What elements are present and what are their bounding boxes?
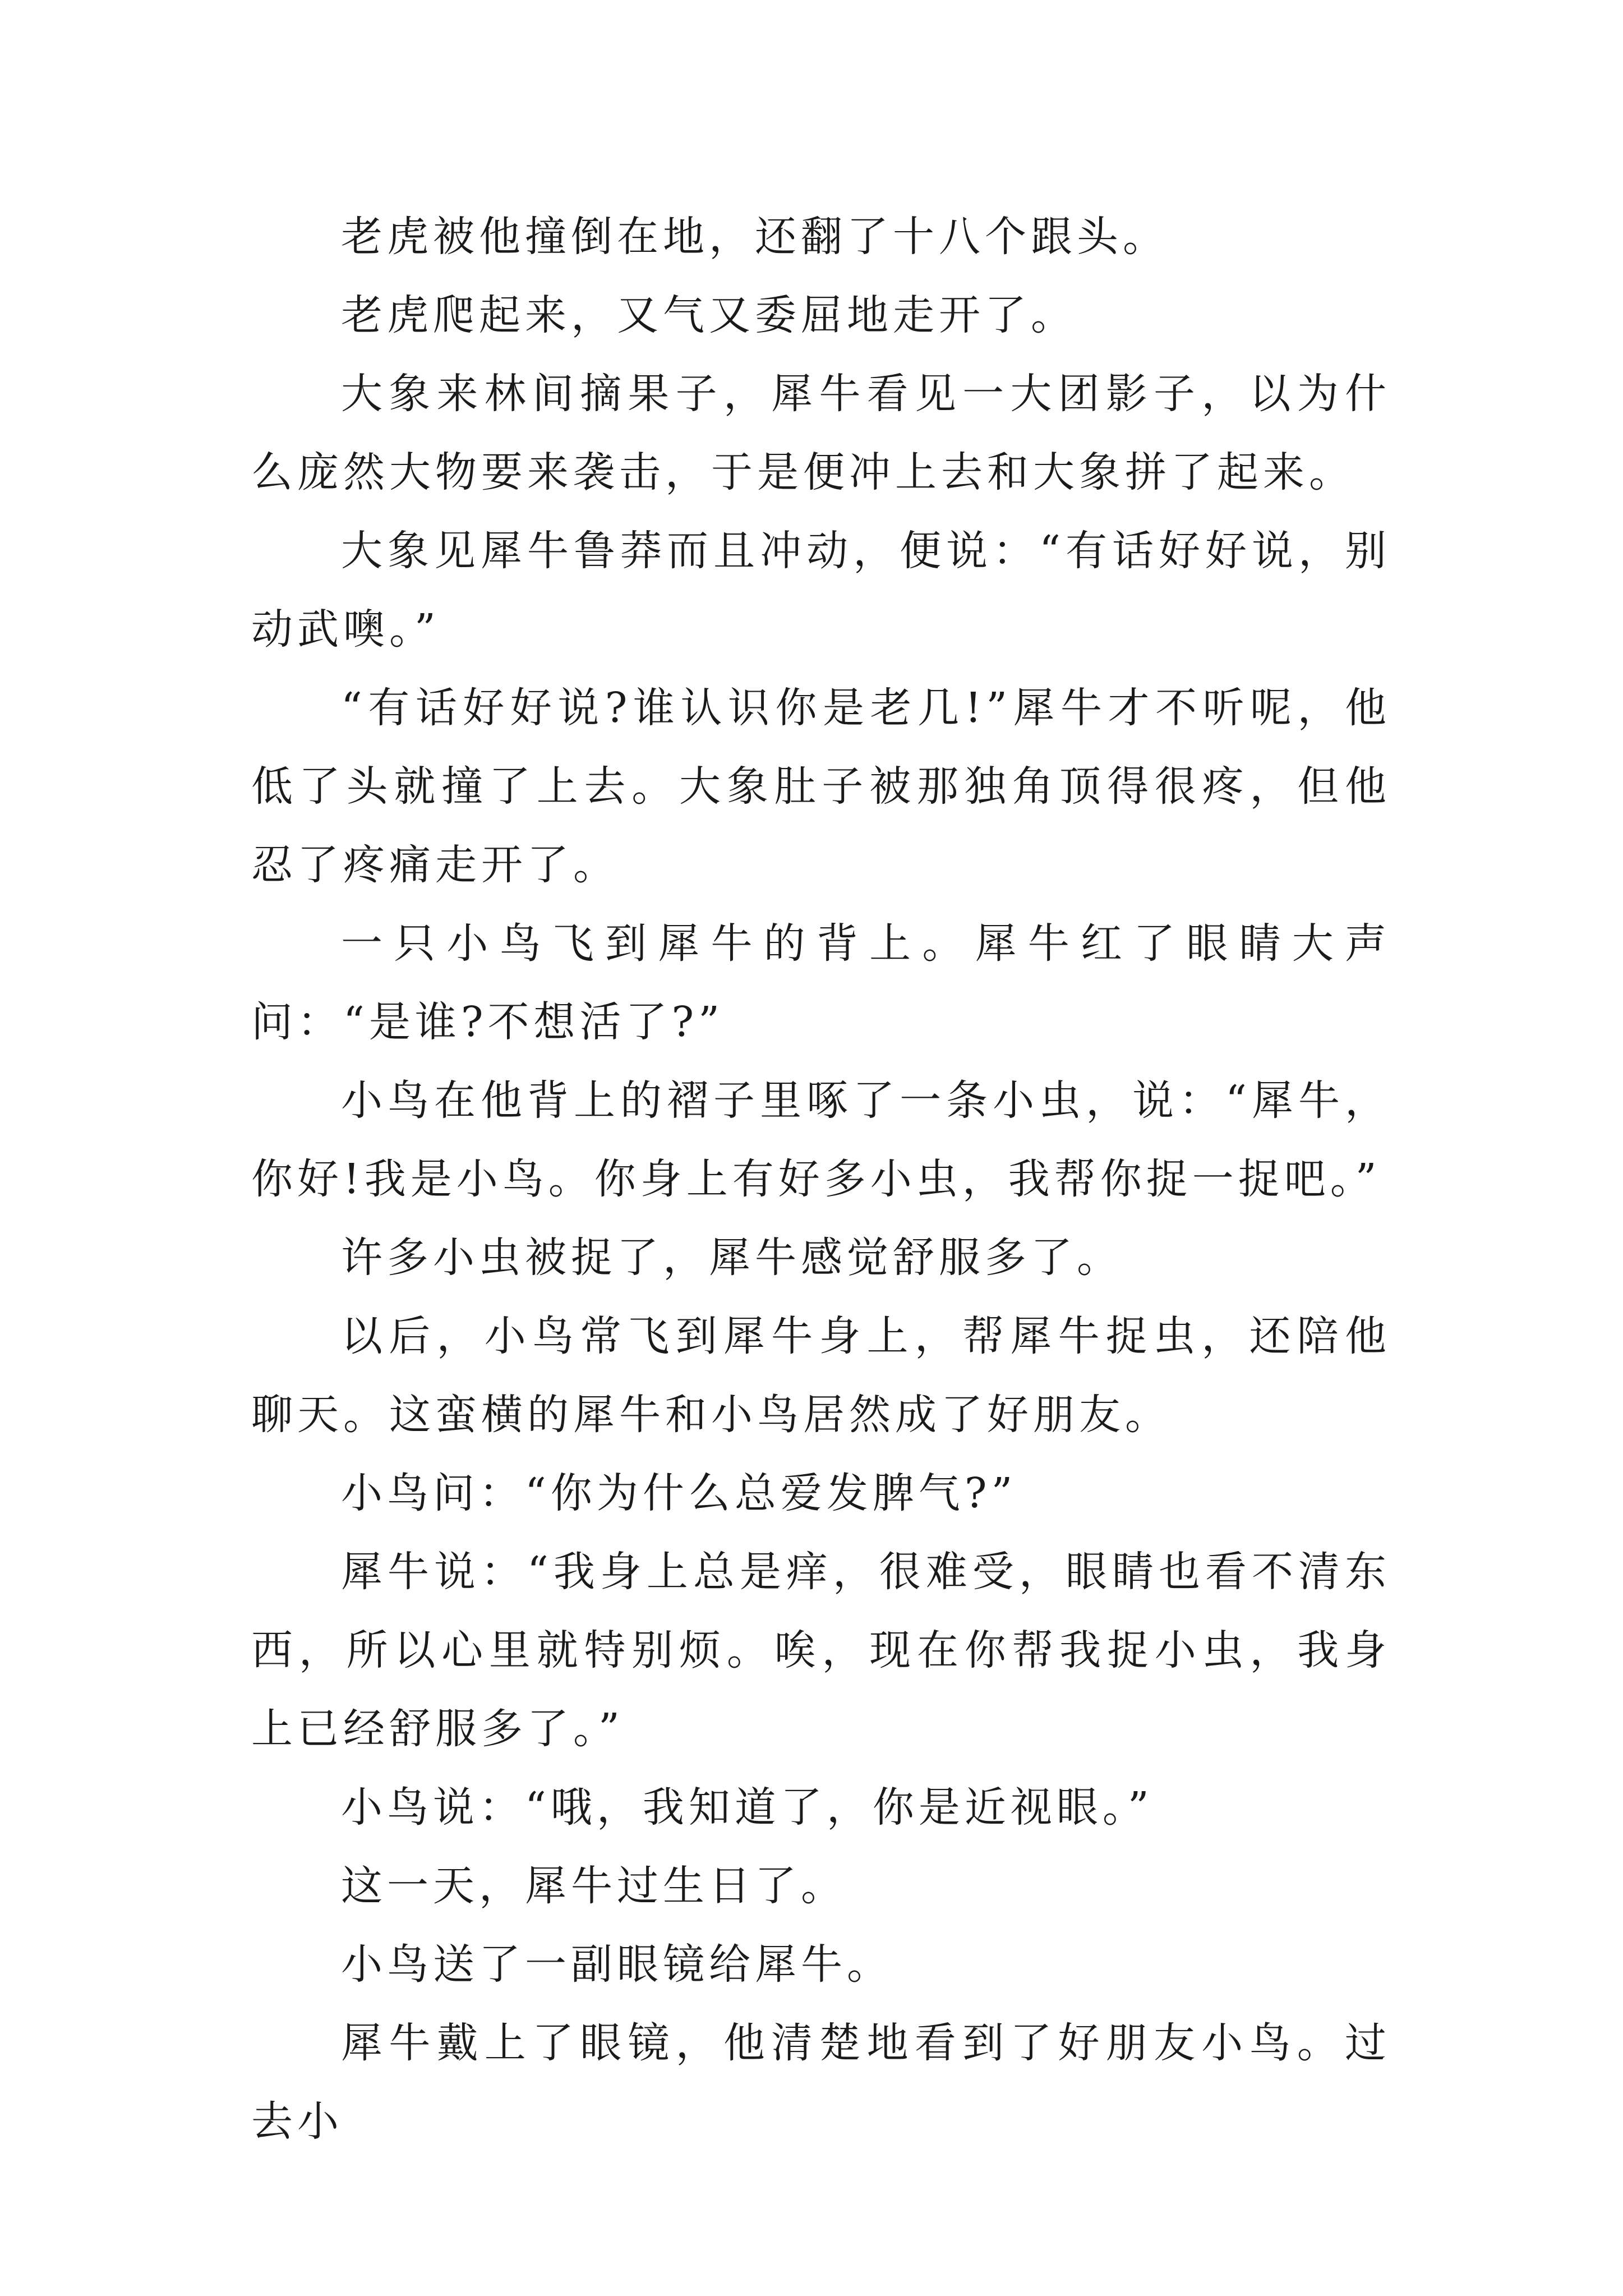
story-text <box>251 197 1391 2161</box>
paragraph: 犀牛说：“我身上总是痒，很难受，眼睛也看不清东西，所以心里就特别烦。唉，现在你帮我捉小虫，我身上已经舒服多了。” <box>251 1548 1391 1753</box>
paragraph: 犀牛戴上了眼镜，他清楚地看到了好朋友小鸟。过去小 <box>251 2019 1391 2146</box>
paragraph: 大象见犀牛鲁莽而且冲动，便说：“有话好好说，别动武噢。” <box>251 527 1391 654</box>
paragraph: 一只小鸟飞到犀牛的背上。犀牛红了眼睛大声问：“是谁?不想活了?” <box>251 919 1391 1046</box>
paragraph: 小鸟在他背上的褶子里啄了一条小虫，说：“犀牛，你好!我是小鸟。你身上有好多小虫，我帮你捉一捉吧。” <box>251 1076 1391 1203</box>
paragraph: 小鸟问：“你为什么总爱发脾气?” <box>341 1469 1017 1517</box>
paragraph: 老虎爬起来，又气又委屈地走开了。 <box>341 291 1077 339</box>
paragraph: 小鸟说：“哦，我知道了，你是近视眼。” <box>341 1783 1154 1832</box>
paragraph: 小鸟送了一副眼镜给犀牛。 <box>341 1940 893 1989</box>
paragraph: 许多小虫被捉了，犀牛感觉舒服多了。 <box>341 1234 1123 1282</box>
paragraph: 大象来林间摘果子，犀牛看见一大团影子，以为什么庞然大物要来袭击，于是便冲上去和大象拼了起来。 <box>251 370 1391 496</box>
paragraph: 这一天，犀牛过生日了。 <box>341 1862 847 1910</box>
paragraph: “有话好好说?谁认识你是老几!”犀牛才不听呢，他低了头就撞了上去。大象肚子被那独角顶得很疼，但他忍了疼痛走开了。 <box>251 684 1391 889</box>
paragraph: 以后，小鸟常飞到犀牛身上，帮犀牛捉虫，还陪他聊天。这蛮横的犀牛和小鸟居然成了好朋友。 <box>251 1312 1391 1439</box>
paragraph: 老虎被他撞倒在地，还翻了十八个跟头。 <box>341 213 1169 261</box>
